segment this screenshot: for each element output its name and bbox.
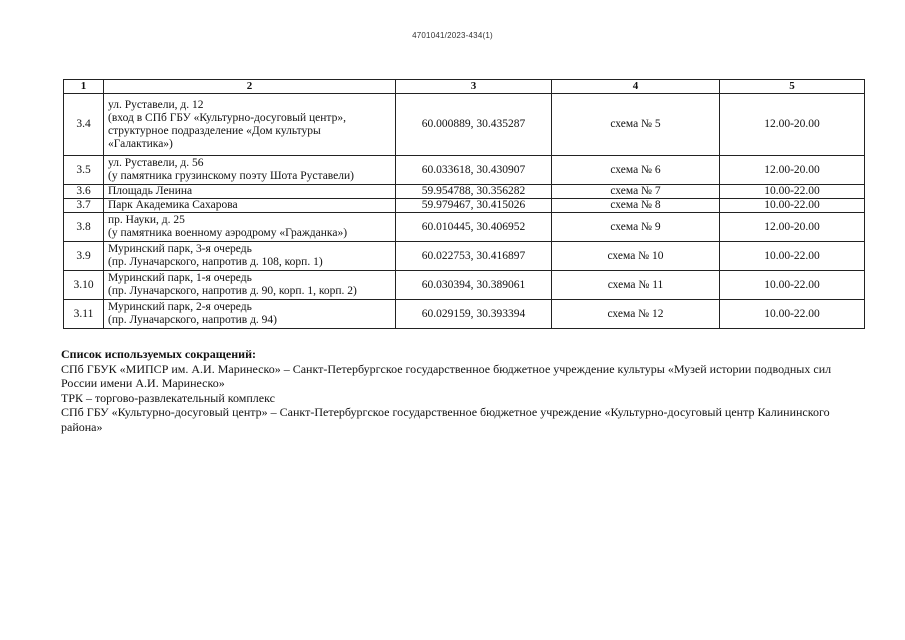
address-cell [104,271,396,300]
abbreviation-item: СПб ГБУК «МИПСР им. А.И. Маринеско» – Санкт-Петербургское государственное бюджетное учреждение культуры «Музей истории подводных сил России имени А.И. Маринеско» [61,361,832,390]
address-cell [104,242,396,271]
table-row [64,156,865,185]
coordinates-cell: 59.979467, 30.415026 [396,199,552,213]
row-number-cell: 3.9 [64,242,104,271]
scheme-cell: схема № 9 [552,213,720,242]
document-code: 4701041/2023-434(1) [412,31,493,40]
scheme-cell: схема № 10 [552,242,720,271]
time-cell: 10.00-22.00 [720,271,865,300]
address-line: «Галактика») [108,137,173,150]
row-number-cell: 3.8 [64,213,104,242]
address-line: структурное подразделение «Дом культуры [108,124,321,137]
address-line: Площадь Ленина [108,185,193,197]
table-row [64,185,865,199]
address-line: Муринский парк, 1-я очередь [108,272,252,284]
abbreviations-heading: Список используемых сокращений: [61,347,256,361]
table-row [64,300,865,329]
time-cell: 10.00-22.00 [720,199,865,213]
scheme-cell: схема № 6 [552,156,720,185]
address-line: (у памятника грузинскому поэту Шота Руставели) [108,170,354,182]
row-number-cell: 3.4 [64,94,104,156]
table-row [64,242,865,271]
abbreviation-item: ТРК – торгово-развлекательный комплекс [61,390,275,405]
column-header: 3 [396,80,552,94]
address-line: ул. Руставели, д. 12 [108,98,204,111]
address-line: Парк Академика Сахарова [108,199,238,211]
address-line: (пр. Луначарского, напротив д. 108, корп. 1) [108,256,323,268]
locations-table [63,79,865,329]
row-number-cell: 3.6 [64,185,104,199]
address-cell [104,94,396,156]
abbreviation-item: СПб ГБУ «Культурно-досуговый центр» – Санкт-Петербургское государственное бюджетное учреждение «Культурно-досуговый центр Калининского района» [61,405,830,434]
address-cell [104,300,396,329]
coordinates-cell: 60.033618, 30.430907 [396,156,552,185]
table-row [64,94,865,156]
address-cell [104,213,396,242]
row-number-cell: 3.7 [64,199,104,213]
address-line: (у памятника военному аэродрому «Гражданка») [108,227,348,239]
coordinates-cell: 60.030394, 30.389061 [396,271,552,300]
time-cell: 10.00-22.00 [720,242,865,271]
column-header: 1 [64,80,104,94]
column-header: 4 [552,80,720,94]
time-cell: 12.00-20.00 [720,156,865,185]
table-header-row [64,80,865,94]
scheme-cell: схема № 12 [552,300,720,329]
address-line: пр. Науки, д. 25 [108,214,185,226]
row-number-cell: 3.5 [64,156,104,185]
table-row [64,199,865,213]
address-cell [104,156,396,185]
address-line: ул. Руставели, д. 56 [108,157,204,169]
address-line: Муринский парк, 2-я очередь [108,301,252,313]
address-cell [104,185,396,199]
coordinates-cell: 60.022753, 30.416897 [396,242,552,271]
time-cell: 10.00-22.00 [720,185,865,199]
time-cell: 12.00-20.00 [720,213,865,242]
table-row [64,213,865,242]
column-header: 5 [720,80,865,94]
address-line: Муринский парк, 3-я очередь [108,243,252,255]
column-header: 2 [104,80,396,94]
time-cell: 12.00-20.00 [720,94,865,156]
address-line: (вход в СПб ГБУ «Культурно-досуговый центр», [108,111,346,124]
row-number-cell: 3.11 [64,300,104,329]
coordinates-cell: 59.954788, 30.356282 [396,185,552,199]
coordinates-cell: 60.029159, 30.393394 [396,300,552,329]
time-cell: 10.00-22.00 [720,300,865,329]
scheme-cell: схема № 11 [552,271,720,300]
coordinates-cell: 60.010445, 30.406952 [396,213,552,242]
scheme-cell: схема № 8 [552,199,720,213]
address-line: (пр. Луначарского, напротив д. 94) [108,314,277,326]
scheme-cell: схема № 5 [552,94,720,156]
coordinates-cell: 60.000889, 30.435287 [396,94,552,156]
abbreviations-section [61,347,861,434]
table-row [64,271,865,300]
address-line: (пр. Луначарского, напротив д. 90, корп. 1, корп. 2) [108,285,357,297]
scheme-cell: схема № 7 [552,185,720,199]
address-cell [104,199,396,213]
row-number-cell: 3.10 [64,271,104,300]
